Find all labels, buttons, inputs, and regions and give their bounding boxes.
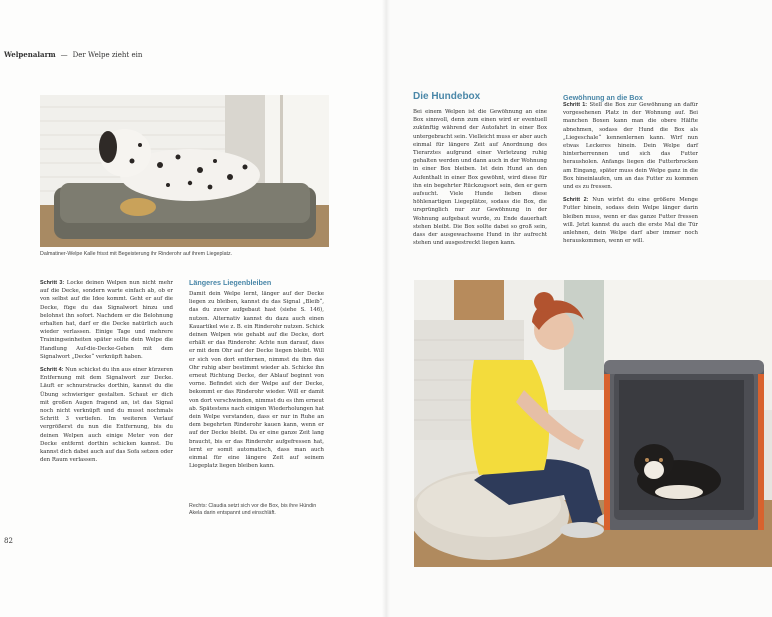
running-head-chapter: Welpenalarm: [4, 50, 56, 59]
running-head: [4, 50, 142, 59]
heading-gewoehnung-an-die-box: Gewöhnung an die Box: [563, 93, 643, 102]
step-2-text: Nun wirfst du eine größere Menge Futter hinein, sodass dein Welpe länger darin bleiben muss, wenn er das ganze Futter fressen will. Jetzt kannst du auch die erste Mal die Tür anlehnen, dein Welpe darf aber immer noch herauskommen, wenn er will.: [563, 197, 698, 245]
right-column-2: [563, 101, 698, 250]
step-4-text: Nun schickst du ihn aus einer kürzeren Entfernung mit dem Signalwort zur Decke. Läuft er schnurstracks dorthin, kannst du die Übung schwieriger gestalten. Schaut er dich mit großen Augen fragend an, ist das Signal noch nicht verknüpft und du musst nochmals Schritt 3 vertiefen. Im weiteren Verlauf vergrößerst du nun die Entfernung, bis du deinen Welpen auch einige Meter von der Decke entfernt dorthin schicken kannst. Du kannst dich dabei auch auf das Sofa setzen oder den Raum verlassen.: [40, 367, 174, 464]
left-column-2: [189, 290, 324, 475]
step-3-paragraph: [40, 279, 173, 361]
step-3-label: Schritt 3:: [40, 280, 65, 286]
liegenbleiben-paragraph: Damit dein Welpe lernt, länger auf der Decke liegen zu bleiben, kannst du das Signal „Bleib“, das du zuvor aufgebaut hast (siehe S. 146), nutzen. Alternativ kannst du dazu auch einen Kauartikel wie z. B. ein Rinderohr nutzen. Schick deinen Welpen wie gehabt auf die Decke, dort erhält er das Rinderohr. Achte nun darauf, dass er mit dem Ohr auf der Decke liegen bleibt. Will er sich von dort entfernen, nimmst du ihm das Ohr ruhig aber bestimmt wieder ab. Schicke ihn erneut Richtung Decke, der Ablauf beginnt von vorne. Befindet sich der Welpe auf der Decke, bekommt er das Rinderohr wieder. Will er damit von dort verschwinden, nimmst du es ihm erneut ab. Spätestens nach einigen Wiederholungen hat dein Welpe verstanden, dass er nur in Ruhe an dem begehrten Rinderohr kauen kann, wenn er auf der Decke bleibt. Da er eine ganze Zeit lang braucht, bis er das Rinderohr aufgefressen hat, lernt er somit automatisch, dass man auch einmal für eine längere Zeit auf seinem Liegeplatz liegen bleiben kann.: [189, 291, 324, 470]
step-2-paragraph: [563, 196, 698, 245]
left-column-1: [40, 279, 173, 469]
book-gutter: [382, 0, 390, 617]
top-photo-caption: Dalmatiner-Welpe Kalle frisst mit Begeisterung ihr Rinderohr auf ihrem Liegeplatz.: [40, 251, 233, 257]
step-1-paragraph: [563, 101, 698, 191]
dalmatian-puppy-photo: [40, 95, 329, 247]
running-head-separator: —: [60, 51, 68, 59]
heading-laengeres-liegenbleiben: Längeres Liegenbleiben: [189, 278, 272, 287]
page-number: 82: [4, 537, 13, 545]
step-4-paragraph: [40, 366, 173, 464]
step-1-label: Schritt 1:: [563, 102, 588, 108]
step-1-text: Stell die Box zur Gewöhnung an dafür vorgesehenen Platz in der Wohnung auf. Bei manchen Boxen kann man die obere Hälfte abnehmen, sodass der Hund die Box als „Liegeschale“ kennenlernen kann. Wirf nun etwas Leckeres hinein. Dein Welpe darf hinterherrennen und sich das Futter herausholen. Anfangs liegen die Futterbrocken am Eingang, später muss dein Welpe ganz in die Box hineinlaufen, um an das Futter zu kommen und es zu fressen.: [563, 102, 698, 191]
bottom-photo-caption: Rechts: Claudia setzt sich vor die Box, bis ihre Hündin Akela darin entspannt und einschläft.: [189, 503, 317, 517]
step-2-label: Schritt 2:: [563, 197, 589, 204]
right-column-1: [413, 108, 547, 252]
running-head-section: Der Welpe zieht ein: [72, 51, 143, 59]
heading-die-hundebox: Die Hundebox: [413, 91, 481, 102]
step-3-text: Locke deinen Welpen nun nicht mehr auf die Decke, sondern warte einfach ab, ob er von selbst auf die Idee kommt. Geht er auf die Decke, füge du das Signalwort hinzu und belohnst ihn sofort. Nachdem er die Belohnung erhalten hat, darf er die Decke natürlich auch wieder verlassen. Einige Tage und mehrere Trainingseinheiten später sollte dein Welpe die Handlung Auf-die-Decke-Gehen mit dem Signalwort „Decke“ verknüpft haben.: [40, 280, 173, 360]
step-4-label: Schritt 4:: [40, 367, 64, 374]
woman-with-dog-crate-photo: [414, 280, 772, 567]
hundebox-paragraph: Bei einem Welpen ist die Gewöhnung an eine Box sinnvoll, denn zum einen wird er eventuell zukünftig während der Autofahrt in einer Box untergebracht sein. Vielleicht muss er aber auch einmal für längere Zeit auf Anordnung des Tierarztes aufgrund einer Verletzung ruhig gehalten werden und dann auch in der Wohnung in einer Box bleiben. Ist dein Hund an den Aufenthalt in einer Box gewöhnt, wird diese für ihn ein begehrter Rückzugsort sein, den er gern aufsucht. Viele Hunde lieben diese höhlenartigen Liegeplätze, sodass die Box, die ursprünglich nur zur Gewöhnung in der Wohnung aufgebaut wurde, zu Ende dauerhaft stehen bleibt. Die Box sollte dabei so groß sein, dass der ausgewachsene Hund in ihr aufrecht stehen und ausgestreckt liegen kann.: [413, 109, 547, 247]
